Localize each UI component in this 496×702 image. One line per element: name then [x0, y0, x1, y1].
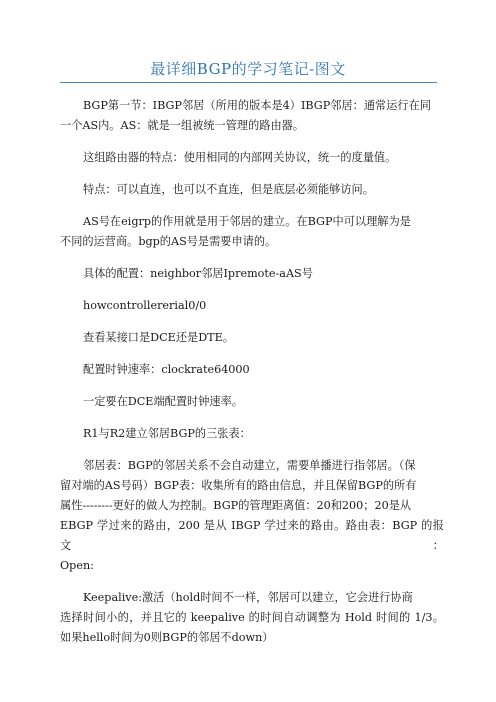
text-line: 具体的配置：neighbor邻居Ipremote-aAS号: [83, 267, 313, 280]
text-line: 一定要在DCE端配置时钟速率。: [83, 395, 243, 408]
paragraph: [60, 180, 444, 200]
text-line: 属性--------更好的做人为控制。BGP的管理距离值：20和200；20是从: [60, 499, 412, 512]
paragraph: [60, 588, 444, 648]
text-line: 配置时钟速率：clockrate64000: [83, 363, 250, 376]
text-line: EBGP 学过来的路由，200 是从 IBGP 学过来的路由。路由表：BGP 的报文：: [60, 519, 444, 552]
text-line: 这组路由器的特点：使用相同的内部网关协议，统一的度量值。: [83, 151, 397, 164]
paragraph: [60, 424, 444, 444]
text-line: 留对端的AS号码）BGP表：收集所有的路由信息，并且保留BGP的所有: [60, 479, 417, 492]
text-line: 选择时间小的，并且它的 keepalive 的时间自动调整为 Hold 时间的 1/3。: [60, 611, 444, 624]
document-title: 最详细BGP的学习笔记-图文: [150, 60, 346, 78]
text-line: 邻居表：BGP的邻居关系不会自动建立，需要单播进行指邻居。（保: [83, 459, 416, 472]
text-line: Open:: [60, 559, 94, 572]
paragraph: [60, 296, 444, 316]
document-body: [60, 96, 444, 660]
text-line: Keepalive:激活（hold时间不一样，邻居可以建立，它会进行协商: [83, 591, 413, 604]
paragraph: [60, 456, 444, 576]
paragraph: [60, 96, 444, 136]
text-line: BGP第一节：IBGP邻居（所用的版本是4）IBGP邻居：通常运行在同: [83, 99, 431, 112]
text-line: 查看某接口是DCE还是DTE。: [83, 331, 234, 344]
text-line: AS号在eigrp的作用就是用于邻居的建立。在BGP中可以理解为是: [83, 215, 411, 228]
paragraph: [60, 392, 444, 412]
text-line: howcontrollererial0/0: [83, 299, 207, 312]
text-line: 不同的运营商。bgp的AS号是需要申请的。: [60, 235, 277, 248]
paragraph: [60, 328, 444, 348]
paragraph: [60, 360, 444, 380]
paragraph: [60, 148, 444, 168]
text-line: 如果hello时间为0则BGP的邻居不down）: [60, 631, 274, 644]
paragraph: [60, 212, 444, 252]
title-underline: [60, 82, 437, 83]
text-line: R1与R2建立邻居BGP的三张表：: [83, 427, 251, 440]
text-line: 特点：可以直连，也可以不直连，但是底层必须能够访问。: [83, 183, 374, 196]
paragraph: [60, 264, 444, 284]
text-line: 一个AS内。AS：就是一组被统一管理的路由器。: [60, 119, 305, 132]
